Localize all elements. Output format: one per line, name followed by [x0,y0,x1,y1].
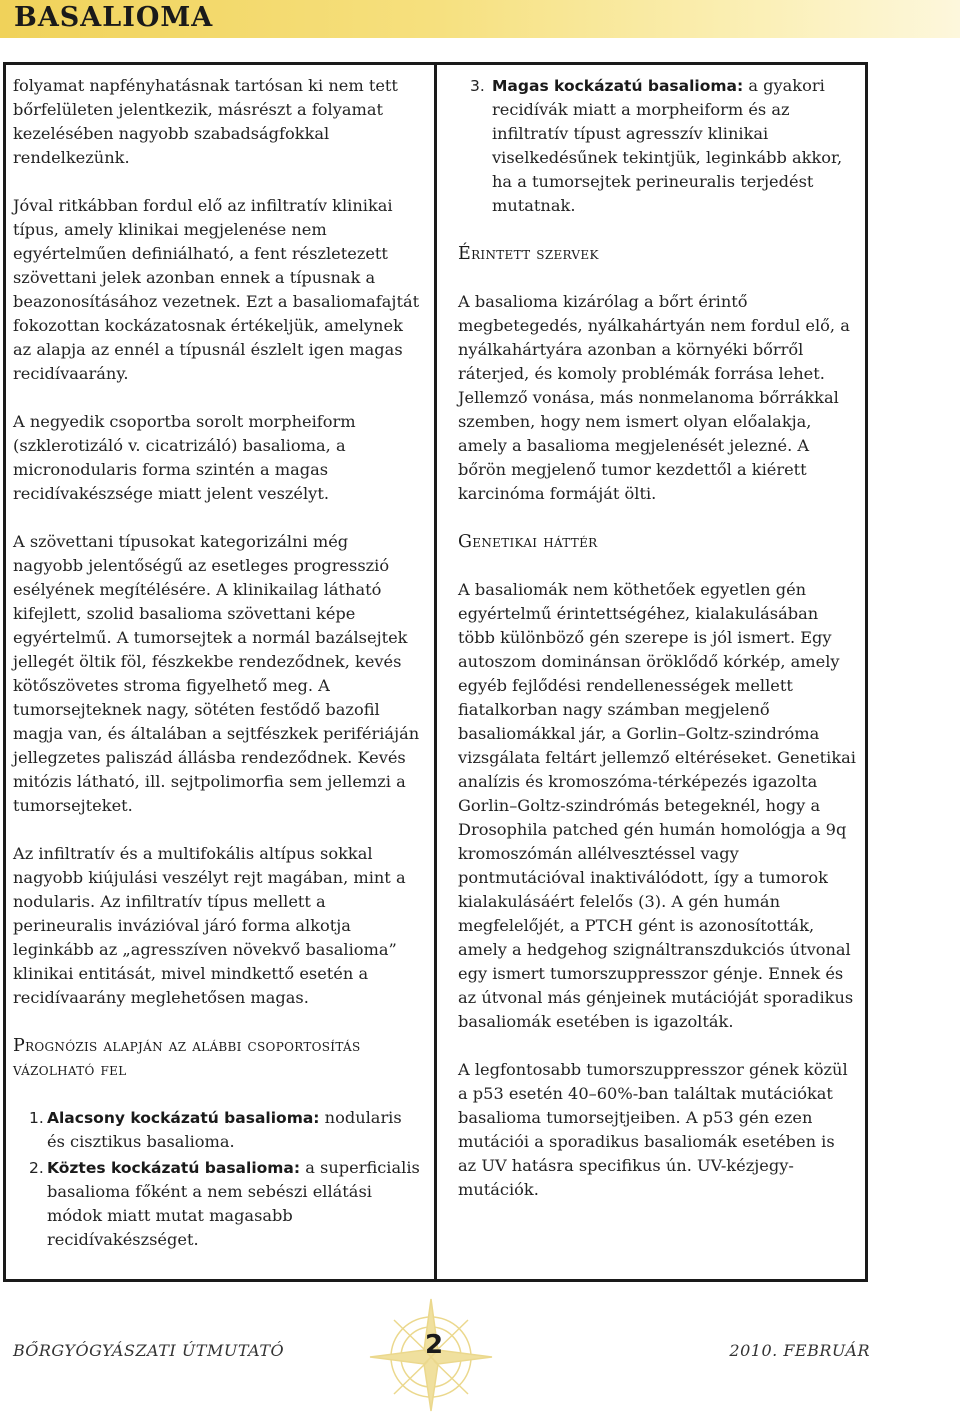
section-heading-genetics: Genetikai háttér [458,532,598,552]
list-item [13,1106,423,1154]
risk-group-list-continued [458,74,856,218]
list-number: 3. [470,77,485,95]
paragraph: A szövettani típusokat kategorizálni még nagyobb jelentőségű az esetleges progresszió esélyének megítélésére. A klinikailag látható kifejlett, szolid basalioma szövettani képe egyértelmű. A tumorsejtek a normál bazálsejtek jellegét öltik föl, fészkekbe rendeződnek, kevés kötőszövetes stroma figyelhető meg. A tumorsejteknek nagy, sötéten festődő bazofil magja van, és általában a sejtfészkek perifériáján jellegzetes paliszád állásba rendeződnek. Kevés mitózis látható, ill. sejtpolimorfia sem jellemzi a tumorsejteket. [13,532,420,815]
footer-date: 2010. FEBRUÁR [729,1341,870,1360]
paragraph: A basalioma kizárólag a bőrt érintő megbetegedés, nyálkahártyán nem fordul elő, a nyálkahártyára azonban a környéki bőrről ráterjed, és komoly problémák forrása lehet. Jellemző vonása, más nonmelanoma bőrrákkal szemben, hogy nem ismert olyan előalakja, amely a basalioma megjelenését jelezné. A bőrön megjelenő tumor kezdettől a kiérett karcinóma formáját ölti. [458,292,850,503]
footer-publication: BŐRGYÓGYÁSZATI ÚTMUTATÓ [13,1341,285,1360]
list-item [458,74,856,218]
left-column [13,74,423,1254]
page-title: BASALIOMA [14,2,214,33]
paragraph: folyamat napfényhatásnak tartósan ki nem tett bőrfelületen jelentkezik, másrészt a folyamat kezelésében nagyobb szabadságfokkal rendelkezünk. [13,76,398,167]
list-text: a gyakori recidívák miatt a morpheiform és az infiltratív típust agresszív klinikai viselkedésűnek tekintjük, leginkább akkor, ha a tumorsejtek perineuralis terjedést mutatnak. [492,76,843,215]
list-number: 1. [29,1109,44,1127]
list-term: Alacsony kockázatú basalioma: [47,1109,320,1127]
right-column [458,74,856,1226]
column-divider [434,62,437,1282]
list-term: Magas kockázatú basalioma: [492,77,744,95]
paragraph: Jóval ritkábban fordul elő az infiltratív klinikai típus, amely klinikai megjelenése nem egyértelműen definiálható, a fent részletezett szövettani jelek azonban ennek a típusnak a beazonosításához vezetnek. Ezt a basaliomafajtát fokozottan kockázatosnak értékeljük, amelynek az alapja az ennél a típusnál észlelt igen magas recidívaarány. [13,196,420,383]
section-heading-affected-organs: Érintett szervek [458,244,599,264]
list-item [13,1156,423,1252]
page-number: 2 [425,1330,444,1360]
paragraph: A negyedik csoportba sorolt morpheiform (szklerotizáló v. cicatrizáló) basalioma, a micronodularis forma szintén a magas recidívakészsége miatt jelent veszélyt. [13,412,356,503]
paragraph: A legfontosabb tumorszuppresszor gének közül a p53 esetén 40–60%-ban találtak mutációkat basalioma tumorsejtjeiben. A p53 gén ezen mutációi a sporadikus basaliomák esetében is az UV hatásra specifikus ún. UV-kézjegy-mutációk. [458,1060,848,1199]
list-text: nodularis és cisztikus basalioma. [47,1108,402,1151]
paragraph: Az infiltratív és a multifokális altípus sokkal nagyobb kiújulási veszélyt rejt magában, mint a nodularis. Az infiltratív típus mellett a perineuralis invázióval járó forma alkotja leginkább az „agresszíven növekvő basalioma” klinikai entitását, mivel mindkettő esetén a recidívaarány meglehetősen magas. [13,844,406,1007]
header-bar [0,0,960,38]
list-number: 2. [29,1159,44,1177]
risk-group-list [13,1106,423,1252]
section-heading-prognosis: Prognózis alapján az alábbi csoportosítás vázolható fel [13,1036,361,1080]
list-term: Köztes kockázatú basalioma: [47,1159,301,1177]
list-text: a superficialis basalioma főként a nem sebészi ellátási módok miatt mutat magasabb recidívakészséget. [47,1158,420,1249]
paragraph: A basaliomák nem köthetőek egyetlen gén egyértelmű érintettségéhez, kialakulásában több különböző gén szerepe is jól ismert. Egy autoszom dominánsan öröklődő kórkép, amely egyéb fejlődési rendellenességek mellett fiatalkorban nagy számban megjelenő basaliomákkal jár, a Gorlin–Goltz-szindróma vizsgálata feltárt jellemző eltéréseket. Genetikai analízis és kromoszóma-térképezés igazolta Gorlin–Goltz-szindrómás betegeknél, hogy a Drosophila patched gén humán homológja a 9q kromoszómán allélvesztéssel vagy pontmutációval inaktiválódott, így a tumorok kialakulásáért felelős (3). A gén humán megfelelőjét, a PTCH gént is azonosították, amely a hedgehog szignáltranszdukciós útvonal egy ismert tumorszuppresszor génje. Ennek és az útvonal más génjeinek mutációját sporadikus basaliomák esetében is igazolták. [458,580,856,1031]
